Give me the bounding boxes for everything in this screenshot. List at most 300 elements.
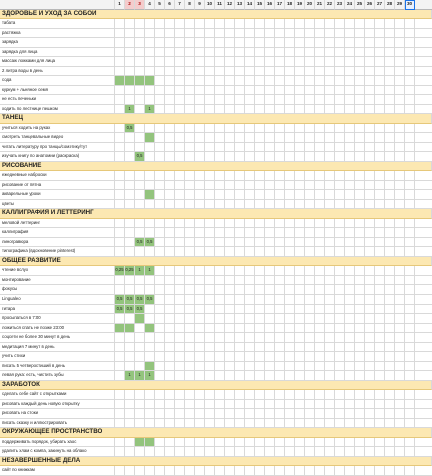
day-cell[interactable] (185, 314, 195, 324)
day-cell[interactable] (315, 400, 325, 410)
day-cell[interactable] (195, 67, 205, 77)
day-header-27[interactable]: 27 (375, 0, 385, 10)
day-cell[interactable]: 1 (125, 371, 135, 381)
day-cell[interactable] (175, 352, 185, 362)
day-cell[interactable] (335, 352, 345, 362)
day-cell[interactable] (345, 29, 355, 39)
day-cell[interactable] (175, 266, 185, 276)
day-cell[interactable] (345, 228, 355, 238)
day-cell[interactable] (405, 333, 415, 343)
day-cell[interactable] (245, 419, 255, 429)
day-cell[interactable] (375, 324, 385, 334)
day-cell[interactable] (375, 238, 385, 248)
day-cell[interactable] (265, 190, 275, 200)
day-cell[interactable] (205, 390, 215, 400)
day-cell[interactable] (395, 324, 405, 334)
day-cell[interactable] (185, 95, 195, 105)
day-cell[interactable] (385, 67, 395, 77)
day-cell[interactable] (155, 333, 165, 343)
day-cell[interactable] (235, 133, 245, 143)
day-cell[interactable] (255, 352, 265, 362)
day-cell[interactable] (125, 200, 135, 210)
day-cell[interactable] (395, 390, 405, 400)
day-header-29[interactable]: 29 (395, 0, 405, 10)
day-cell[interactable] (315, 76, 325, 86)
day-cell[interactable] (275, 238, 285, 248)
day-cell[interactable] (305, 95, 315, 105)
day-cell[interactable] (385, 276, 395, 286)
day-cell[interactable] (375, 86, 385, 96)
day-cell[interactable] (115, 466, 125, 476)
day-cell[interactable] (195, 238, 205, 248)
day-cell[interactable] (365, 200, 375, 210)
day-cell[interactable] (265, 247, 275, 257)
day-cell[interactable] (205, 409, 215, 419)
day-cell[interactable] (215, 190, 225, 200)
day-cell[interactable] (375, 466, 385, 476)
day-cell[interactable] (215, 86, 225, 96)
day-cell[interactable] (135, 76, 145, 86)
day-cell[interactable] (315, 219, 325, 229)
day-cell[interactable] (295, 200, 305, 210)
day-cell[interactable] (365, 57, 375, 67)
day-cell[interactable] (235, 86, 245, 96)
day-cell[interactable] (305, 143, 315, 153)
day-cell[interactable] (125, 333, 135, 343)
day-cell[interactable] (245, 352, 255, 362)
day-cell[interactable] (195, 409, 205, 419)
day-header-10[interactable]: 10 (205, 0, 215, 10)
day-cell[interactable] (205, 400, 215, 410)
day-cell[interactable] (345, 409, 355, 419)
day-cell[interactable] (235, 466, 245, 476)
day-cell[interactable] (385, 57, 395, 67)
day-cell[interactable] (265, 86, 275, 96)
day-cell[interactable] (295, 400, 305, 410)
day-cell[interactable] (145, 95, 155, 105)
day-cell[interactable] (365, 105, 375, 115)
day-cell[interactable] (195, 314, 205, 324)
day-cell[interactable] (335, 324, 345, 334)
day-cell[interactable] (275, 352, 285, 362)
day-cell[interactable] (365, 466, 375, 476)
day-cell[interactable] (195, 95, 205, 105)
day-cell[interactable] (395, 67, 405, 77)
day-cell[interactable] (125, 324, 135, 334)
day-cell[interactable] (115, 181, 125, 191)
day-header-20[interactable]: 20 (305, 0, 315, 10)
day-cell[interactable] (225, 447, 235, 457)
day-cell[interactable] (405, 305, 415, 315)
day-cell[interactable] (395, 362, 405, 372)
day-cell[interactable] (375, 67, 385, 77)
day-cell[interactable] (205, 219, 215, 229)
day-cell[interactable] (115, 419, 125, 429)
day-cell[interactable] (185, 228, 195, 238)
day-cell[interactable] (355, 124, 365, 134)
day-cell[interactable] (255, 314, 265, 324)
day-cell[interactable] (255, 19, 265, 29)
task-label[interactable]: куркум + льняное семя (0, 86, 115, 96)
day-cell[interactable] (175, 228, 185, 238)
day-cell[interactable] (315, 19, 325, 29)
day-cell[interactable] (205, 152, 215, 162)
day-cell[interactable] (325, 324, 335, 334)
day-cell[interactable] (355, 343, 365, 353)
day-cell[interactable] (195, 86, 205, 96)
day-cell[interactable] (115, 133, 125, 143)
day-cell[interactable] (215, 48, 225, 58)
day-cell[interactable] (275, 400, 285, 410)
day-cell[interactable] (315, 371, 325, 381)
day-cell[interactable] (195, 352, 205, 362)
day-cell[interactable] (165, 324, 175, 334)
day-cell[interactable] (255, 371, 265, 381)
day-cell[interactable] (365, 76, 375, 86)
day-cell[interactable] (185, 38, 195, 48)
day-cell[interactable] (145, 57, 155, 67)
day-cell[interactable] (155, 200, 165, 210)
day-cell[interactable] (195, 181, 205, 191)
day-cell[interactable] (265, 390, 275, 400)
day-cell[interactable] (225, 238, 235, 248)
day-cell[interactable] (265, 324, 275, 334)
task-label[interactable]: учиться ходить на руках (0, 124, 115, 134)
day-cell[interactable] (325, 362, 335, 372)
day-cell[interactable] (305, 238, 315, 248)
day-cell[interactable] (335, 333, 345, 343)
day-cell[interactable] (295, 238, 305, 248)
day-cell[interactable] (315, 95, 325, 105)
day-cell[interactable] (235, 67, 245, 77)
day-cell[interactable] (385, 333, 395, 343)
day-cell[interactable] (305, 447, 315, 457)
day-cell[interactable] (115, 29, 125, 39)
day-cell[interactable] (225, 247, 235, 257)
day-cell[interactable] (135, 48, 145, 58)
day-cell[interactable] (405, 438, 415, 448)
day-cell[interactable] (195, 266, 205, 276)
day-header-18[interactable]: 18 (285, 0, 295, 10)
day-cell[interactable] (195, 219, 205, 229)
day-cell[interactable] (345, 438, 355, 448)
day-header-28[interactable]: 28 (385, 0, 395, 10)
day-cell[interactable] (245, 371, 255, 381)
day-cell[interactable] (315, 38, 325, 48)
day-cell[interactable] (165, 124, 175, 134)
day-cell[interactable] (205, 324, 215, 334)
day-cell[interactable] (275, 181, 285, 191)
day-cell[interactable] (375, 390, 385, 400)
day-cell[interactable] (295, 447, 305, 457)
day-cell[interactable] (315, 305, 325, 315)
day-cell[interactable] (255, 238, 265, 248)
day-cell[interactable] (265, 409, 275, 419)
day-cell[interactable]: 0,25 (125, 266, 135, 276)
day-cell[interactable] (355, 67, 365, 77)
day-cell[interactable] (345, 400, 355, 410)
day-cell[interactable] (245, 219, 255, 229)
day-cell[interactable] (165, 276, 175, 286)
day-cell[interactable] (385, 133, 395, 143)
day-cell[interactable] (145, 409, 155, 419)
day-cell[interactable] (165, 200, 175, 210)
day-cell[interactable] (185, 285, 195, 295)
day-cell[interactable] (335, 57, 345, 67)
day-cell[interactable] (325, 86, 335, 96)
day-cell[interactable] (345, 76, 355, 86)
day-cell[interactable] (315, 295, 325, 305)
day-cell[interactable] (215, 171, 225, 181)
day-cell[interactable] (115, 400, 125, 410)
day-cell[interactable] (165, 390, 175, 400)
day-cell[interactable] (245, 238, 255, 248)
day-cell[interactable] (225, 400, 235, 410)
day-cell[interactable] (375, 362, 385, 372)
day-cell[interactable] (305, 76, 315, 86)
task-label[interactable]: линогравюра (0, 238, 115, 248)
day-cell[interactable] (125, 438, 135, 448)
day-cell[interactable] (155, 295, 165, 305)
day-cell[interactable] (265, 95, 275, 105)
day-cell[interactable] (385, 171, 395, 181)
day-cell[interactable] (205, 171, 215, 181)
day-cell[interactable]: 0,5 (125, 295, 135, 305)
day-cell[interactable] (325, 29, 335, 39)
day-cell[interactable] (285, 238, 295, 248)
day-cell[interactable] (285, 105, 295, 115)
day-cell[interactable] (115, 352, 125, 362)
day-cell[interactable] (365, 409, 375, 419)
day-cell[interactable] (175, 57, 185, 67)
day-cell[interactable] (315, 57, 325, 67)
day-cell[interactable] (185, 57, 195, 67)
task-label[interactable]: гитара (0, 305, 115, 315)
day-cell[interactable] (345, 105, 355, 115)
day-cell[interactable] (215, 38, 225, 48)
day-cell[interactable] (385, 438, 395, 448)
day-cell[interactable] (335, 343, 345, 353)
day-cell[interactable] (365, 124, 375, 134)
day-cell[interactable] (215, 247, 225, 257)
day-cell[interactable] (145, 324, 155, 334)
day-cell[interactable] (325, 19, 335, 29)
day-cell[interactable] (145, 305, 155, 315)
day-cell[interactable] (375, 143, 385, 153)
day-cell[interactable] (245, 124, 255, 134)
day-cell[interactable] (405, 362, 415, 372)
day-cell[interactable] (355, 276, 365, 286)
day-cell[interactable] (145, 181, 155, 191)
day-cell[interactable] (265, 105, 275, 115)
day-cell[interactable] (365, 171, 375, 181)
day-cell[interactable] (385, 219, 395, 229)
task-label[interactable]: цветы (0, 200, 115, 210)
day-cell[interactable] (275, 86, 285, 96)
day-cell[interactable] (115, 314, 125, 324)
day-cell[interactable] (115, 190, 125, 200)
day-cell[interactable] (395, 228, 405, 238)
day-cell[interactable] (235, 343, 245, 353)
day-cell[interactable] (275, 133, 285, 143)
day-cell[interactable] (135, 171, 145, 181)
day-cell[interactable] (295, 124, 305, 134)
day-cell[interactable] (215, 124, 225, 134)
day-cell[interactable] (235, 171, 245, 181)
day-cell[interactable] (365, 314, 375, 324)
day-cell[interactable] (285, 19, 295, 29)
day-cell[interactable] (265, 295, 275, 305)
day-cell[interactable] (375, 219, 385, 229)
day-cell[interactable] (235, 181, 245, 191)
day-cell[interactable] (155, 419, 165, 429)
day-cell[interactable] (305, 181, 315, 191)
day-cell[interactable] (365, 19, 375, 29)
day-cell[interactable] (385, 305, 395, 315)
day-cell[interactable] (315, 238, 325, 248)
day-cell[interactable] (265, 67, 275, 77)
day-cell[interactable] (175, 124, 185, 134)
day-cell[interactable] (275, 276, 285, 286)
day-cell[interactable]: 1 (135, 371, 145, 381)
day-cell[interactable] (375, 419, 385, 429)
day-cell[interactable] (275, 29, 285, 39)
day-cell[interactable] (365, 190, 375, 200)
day-header-24[interactable]: 24 (345, 0, 355, 10)
day-cell[interactable] (345, 447, 355, 457)
day-cell[interactable] (115, 247, 125, 257)
task-label[interactable]: Lingualeo (0, 295, 115, 305)
day-cell[interactable] (385, 419, 395, 429)
day-cell[interactable] (125, 95, 135, 105)
day-cell[interactable] (185, 352, 195, 362)
day-cell[interactable] (265, 200, 275, 210)
day-cell[interactable] (205, 371, 215, 381)
day-cell[interactable] (405, 76, 415, 86)
day-cell[interactable] (355, 295, 365, 305)
day-cell[interactable] (385, 38, 395, 48)
day-cell[interactable] (135, 247, 145, 257)
day-cell[interactable] (175, 400, 185, 410)
day-cell[interactable] (305, 19, 315, 29)
day-cell[interactable] (185, 19, 195, 29)
day-cell[interactable] (395, 133, 405, 143)
day-cell[interactable] (235, 105, 245, 115)
task-label[interactable]: ходить по лестнице пешком (0, 105, 115, 115)
day-cell[interactable] (235, 48, 245, 58)
day-cell[interactable] (115, 152, 125, 162)
day-cell[interactable] (285, 57, 295, 67)
day-cell[interactable] (135, 324, 145, 334)
day-cell[interactable] (205, 67, 215, 77)
day-cell[interactable] (365, 295, 375, 305)
day-cell[interactable] (175, 324, 185, 334)
day-cell[interactable] (305, 105, 315, 115)
day-cell[interactable] (155, 343, 165, 353)
day-cell[interactable] (285, 181, 295, 191)
day-cell[interactable] (165, 266, 175, 276)
day-cell[interactable] (135, 86, 145, 96)
day-cell[interactable] (255, 324, 265, 334)
day-cell[interactable] (365, 29, 375, 39)
day-cell[interactable] (315, 200, 325, 210)
day-cell[interactable] (235, 238, 245, 248)
day-cell[interactable] (115, 390, 125, 400)
day-cell[interactable] (115, 447, 125, 457)
day-cell[interactable] (245, 333, 255, 343)
day-cell[interactable] (375, 305, 385, 315)
day-cell[interactable] (385, 362, 395, 372)
day-cell[interactable] (165, 409, 175, 419)
day-cell[interactable] (295, 266, 305, 276)
day-cell[interactable] (125, 76, 135, 86)
day-cell[interactable] (365, 276, 375, 286)
day-cell[interactable] (125, 276, 135, 286)
day-cell[interactable] (395, 333, 405, 343)
day-cell[interactable] (265, 38, 275, 48)
day-cell[interactable] (145, 219, 155, 229)
day-cell[interactable] (185, 333, 195, 343)
day-cell[interactable] (195, 200, 205, 210)
day-cell[interactable] (155, 438, 165, 448)
day-cell[interactable] (355, 305, 365, 315)
day-cell[interactable] (345, 390, 355, 400)
day-cell[interactable]: 1 (145, 266, 155, 276)
day-cell[interactable] (275, 219, 285, 229)
day-cell[interactable] (385, 466, 395, 476)
day-cell[interactable] (255, 124, 265, 134)
day-cell[interactable] (305, 314, 315, 324)
day-cell[interactable] (365, 238, 375, 248)
day-cell[interactable] (135, 190, 145, 200)
day-cell[interactable] (175, 38, 185, 48)
day-cell[interactable] (295, 48, 305, 58)
day-cell[interactable] (305, 200, 315, 210)
day-cell[interactable] (245, 95, 255, 105)
day-cell[interactable] (235, 276, 245, 286)
day-cell[interactable] (205, 343, 215, 353)
day-cell[interactable] (155, 400, 165, 410)
day-cell[interactable] (375, 295, 385, 305)
day-cell[interactable] (195, 48, 205, 58)
day-cell[interactable] (355, 352, 365, 362)
day-header-23[interactable]: 23 (335, 0, 345, 10)
day-cell[interactable] (235, 305, 245, 315)
day-cell[interactable] (325, 371, 335, 381)
day-cell[interactable] (285, 352, 295, 362)
day-cell[interactable] (315, 247, 325, 257)
day-cell[interactable] (195, 124, 205, 134)
day-cell[interactable] (275, 371, 285, 381)
day-cell[interactable] (325, 438, 335, 448)
day-cell[interactable] (335, 29, 345, 39)
day-cell[interactable] (335, 133, 345, 143)
task-label[interactable]: акварельные уроки (0, 190, 115, 200)
day-cell[interactable] (185, 400, 195, 410)
day-cell[interactable] (155, 466, 165, 476)
day-cell[interactable] (145, 133, 155, 143)
day-cell[interactable] (235, 38, 245, 48)
day-cell[interactable] (255, 247, 265, 257)
day-cell[interactable] (135, 438, 145, 448)
day-cell[interactable] (225, 219, 235, 229)
day-cell[interactable] (115, 276, 125, 286)
task-label[interactable]: сделать себе сайт с открытками (0, 390, 115, 400)
day-cell[interactable] (335, 190, 345, 200)
day-cell[interactable] (305, 228, 315, 238)
day-cell[interactable] (385, 86, 395, 96)
day-cell[interactable] (175, 238, 185, 248)
